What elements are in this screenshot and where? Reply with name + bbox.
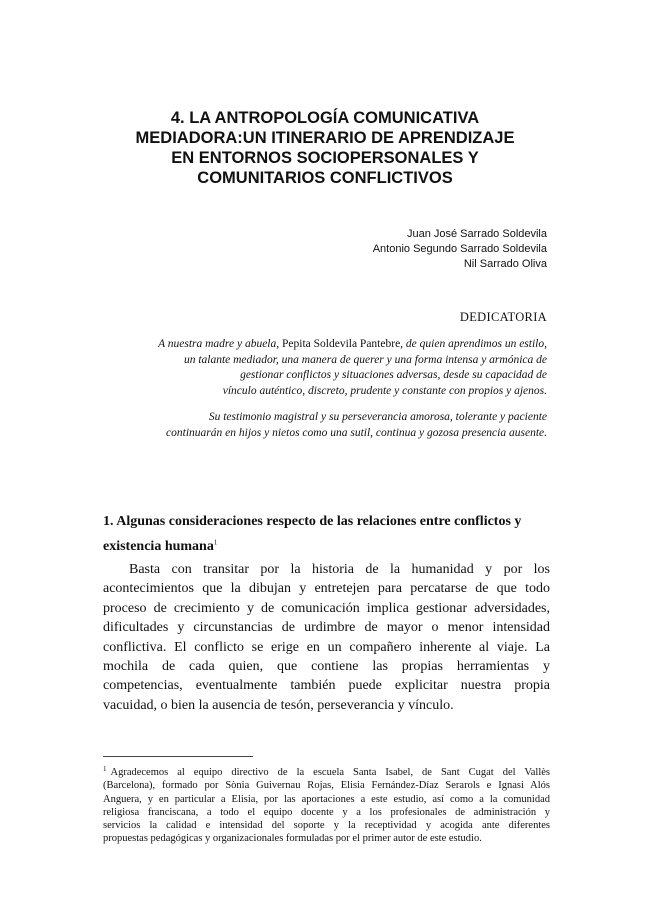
body-line: mochila de cada quien, que contiene las propias herramientas y <box>103 659 550 675</box>
dedication-text: A nuestra madre y abuela, <box>158 338 280 350</box>
footnote-number: 1 <box>103 764 107 773</box>
author-name: Nil Sarrado Oliva <box>463 258 547 270</box>
dedication-line: vínculo auténtico, discreto, prudente y constante con propios y ajenos. <box>222 384 547 397</box>
body-paragraph <box>103 560 550 715</box>
dedication-text: , de quien aprendimos un estilo, <box>400 338 547 350</box>
body-line: conflictiva. El conflicto se erige en un compañero inherente al viaje. La <box>103 639 550 655</box>
chapter-title <box>80 108 570 188</box>
footnote-line <box>103 766 550 779</box>
dedication-line: un talante mediador, una manera de querer y una forma intensa y armónica de <box>183 353 547 366</box>
dedication-line <box>87 337 547 353</box>
author-list <box>247 227 547 272</box>
footnote-text: Agradecemos al equipo directivo de la escuela Santa Isabel, de Sant Cugat del Vallès <box>110 767 550 778</box>
chapter-title-line: COMUNITARIOS CONFLICTIVOS <box>197 169 453 187</box>
dedicatee-name: Pepita Soldevila Pantebre <box>282 338 401 350</box>
body-line: proceso de crecimiento y de comunicación implica gestionar adversidades, <box>103 600 550 616</box>
chapter-title-line: MEDIADORA:UN ITINERARIO DE APRENDIZAJE <box>135 129 515 147</box>
body-line: competencias, eventualmente también puede explicitar nuestra propia <box>103 678 550 694</box>
body-line: dificultades y circunstancias de urdimbre de mayor o menor intensidad <box>103 620 550 636</box>
author-name: Juan José Sarrado Soldevila <box>406 228 547 240</box>
dedication-line: gestionar conflictos y situaciones adversas, desde su capacidad de <box>240 369 547 381</box>
footnote-line: (Barcelona), formado por Sònia Guivernau Rojas, Elisia Fernández-Díaz Serarols e Ignasi Alós <box>103 780 550 792</box>
dedication-heading: DEDICATORIA <box>459 310 547 324</box>
body-line: vacuidad, o bien la ausencia de tesón, perseverancia y vínculo. <box>103 697 454 713</box>
footnote-line: propuestas pedagógicas y organizacionales formuladas por el primer autor de este estudio. <box>103 833 482 845</box>
dedication-line: Su testimonio magistral y su perseverancia amorosa, tolerante y paciente <box>208 411 547 423</box>
footnote-line: Anguera, y en particular a Elisia, por las aportaciones a este estudio, así como a la comunidad <box>103 793 550 805</box>
dedication-line: continuarán en hijos y nietos como una sutil, continua y gozosa presencia ausente. <box>166 426 547 439</box>
section-heading-line: existencia humana <box>103 539 214 554</box>
chapter-title-line: 4. LA ANTROPOLOGÍA COMUNICATIVA <box>170 109 480 127</box>
author-name: Antonio Segundo Sarrado Soldevila <box>372 243 547 255</box>
dedication-paragraph <box>87 337 547 399</box>
dedication-paragraph <box>87 410 547 441</box>
footnote-reference[interactable]: 1 <box>213 538 218 547</box>
body-line: Basta con transitar por la historia de la humanidad y por los <box>129 562 550 577</box>
body-line: acontecimientos que la dibujan y entretejen para percatarse de que todo <box>103 581 550 597</box>
footnote-line: servicios la calidad e intensidad del soporte y la receptividad y acogida ante diferentes <box>103 820 550 832</box>
footnote <box>103 766 550 846</box>
chapter-title-line: EN ENTORNOS SOCIOPERSONALES Y <box>171 149 479 167</box>
section-heading-line: 1. Algunas consideraciones respecto de las relaciones entre conflictos y <box>103 514 522 529</box>
footnote-line: religiosa franciscana, a todo el equipo docente y a los profesionales de administración y <box>103 806 550 818</box>
footnote-divider <box>103 756 253 757</box>
section-heading <box>103 509 553 559</box>
